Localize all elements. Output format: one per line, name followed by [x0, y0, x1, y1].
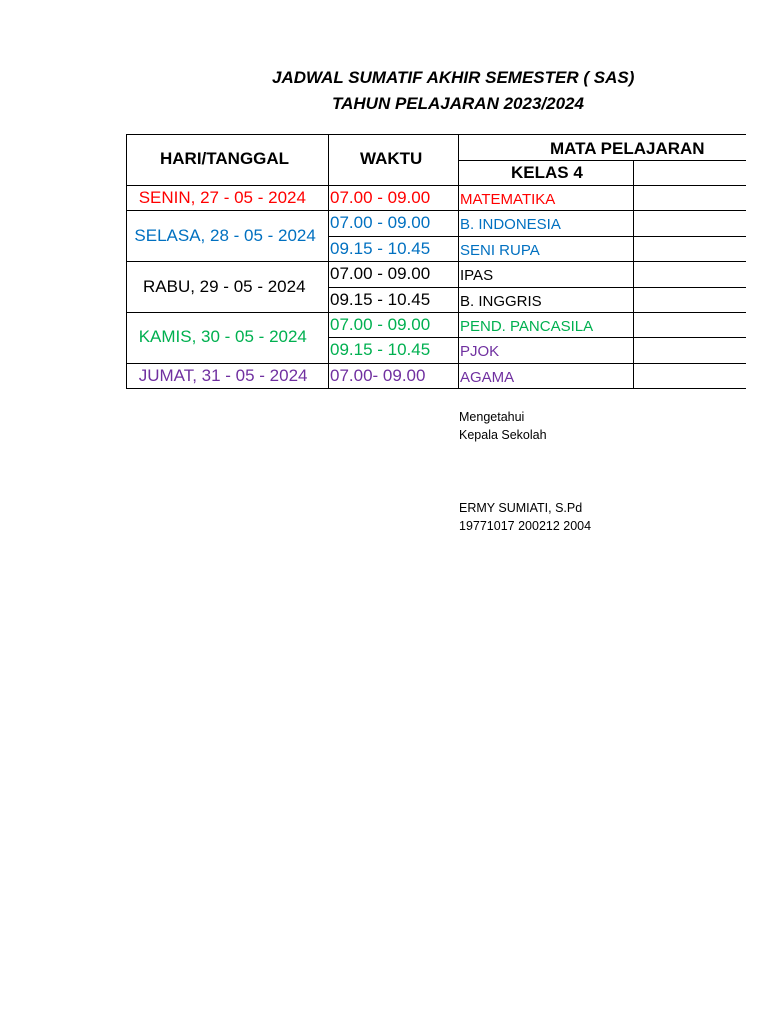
signature-name: ERMY SUMIATI, S.Pd — [459, 501, 583, 515]
signature-line2: Kepala Sekolah — [459, 428, 547, 442]
slot-divider — [328, 337, 746, 338]
time-cell: 07.00- 09.00 — [330, 365, 426, 385]
subject-cell: AGAMA — [460, 368, 515, 386]
row-divider — [126, 363, 746, 364]
day-cell: SENIN, 27 - 05 - 2024 — [138, 187, 306, 207]
subject-cell: B. INGGRIS — [460, 292, 542, 310]
col-border-time-subject — [458, 134, 459, 389]
col-border-day-time — [328, 134, 329, 389]
row-divider — [126, 388, 746, 389]
time-cell: 07.00 - 09.00 — [330, 315, 431, 334]
header-class: KELAS 4 — [511, 163, 583, 182]
subject-cell: B. INDONESIA — [460, 216, 561, 234]
col-border-left — [126, 134, 127, 389]
slot-divider — [328, 287, 746, 288]
subject-cell: MATEMATIKA — [460, 191, 556, 208]
header-day: HARI/TANGGAL — [160, 149, 290, 168]
day-cell: SELASA, 28 - 05 - 2024 — [134, 225, 316, 245]
signature-line1: Mengetahui — [459, 410, 525, 424]
signature-nip: 19771017 200212 2004 — [459, 519, 592, 533]
time-cell: 07.00 - 09.00 — [330, 188, 431, 207]
time-cell: 09.15 - 10.45 — [330, 238, 431, 258]
time-cell: 07.00 - 09.00 — [330, 264, 431, 284]
document-subtitle: TAHUN PELAJARAN 2023/2024 — [332, 94, 584, 113]
subject-cell: PEND. PANCASILA — [460, 318, 594, 335]
time-cell: 07.00 - 09.00 — [330, 213, 431, 233]
document-title: JADWAL SUMATIF AKHIR SEMESTER ( SAS) — [272, 68, 635, 87]
row-divider — [126, 261, 746, 262]
slot-divider — [328, 236, 746, 237]
day-cell: RABU, 29 - 05 - 2024 — [143, 276, 306, 296]
header-time: WAKTU — [360, 149, 423, 168]
time-cell: 09.15 - 10.45 — [330, 340, 431, 360]
schedule-table — [126, 134, 746, 390]
header-group-divider — [458, 160, 746, 161]
table-top-border — [126, 134, 746, 135]
header-bottom-border — [126, 185, 746, 186]
day-cell: KAMIS, 30 - 05 - 2024 — [138, 327, 307, 347]
subject-cell: IPAS — [460, 267, 494, 285]
header-subject-group: MATA PELAJARAN — [550, 139, 705, 158]
time-cell: 09.15 - 10.45 — [330, 289, 431, 309]
day-cell: JUMAT, 31 - 05 - 2024 — [138, 365, 308, 385]
subject-cell: SENI RUPA — [460, 241, 540, 259]
col-border-subject-right — [633, 160, 634, 389]
row-divider — [126, 210, 746, 211]
row-divider — [126, 312, 746, 313]
subject-cell: PJOK — [460, 343, 500, 361]
